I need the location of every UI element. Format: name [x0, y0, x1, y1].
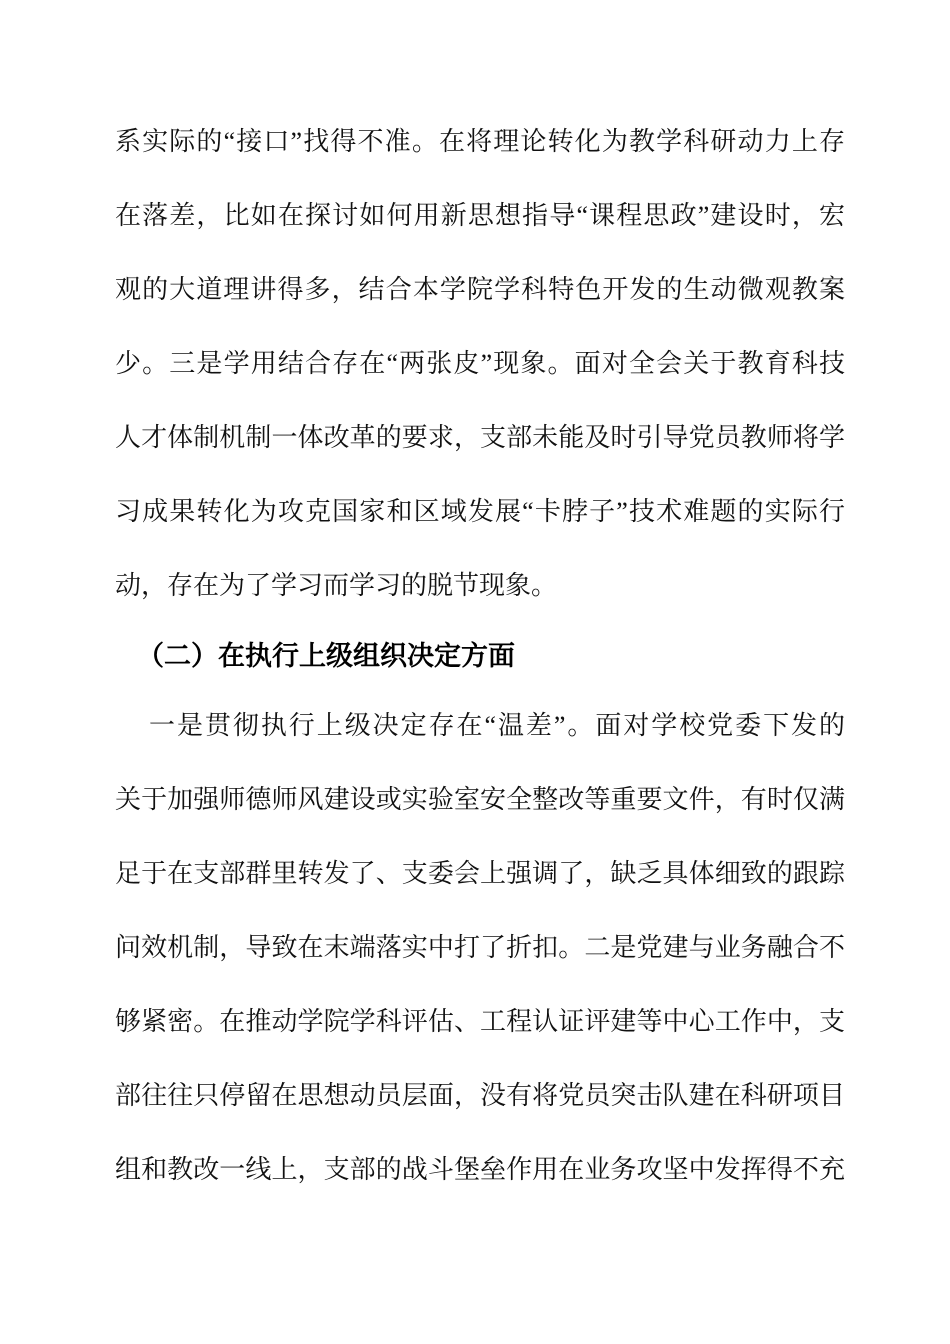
- text-line: 观的大道理讲得多，结合本学院学科特色开发的生动微观教案: [115, 275, 845, 304]
- text-line: 人才体制机制一体改革的要求，支部未能及时引导党员教师将学: [115, 423, 845, 452]
- text-line: 在落差，比如在探讨如何用新思想指导“课程思政”建设时，宏: [115, 201, 845, 230]
- text-line: 习成果转化为攻克国家和区域发展“卡脖子”技术难题的实际行: [115, 497, 845, 526]
- text-line: 够紧密。在推动学院学科评估、工程认证评建等中心工作中，支: [115, 1007, 845, 1036]
- section-heading: （二）在执行上级组织决定方面: [137, 641, 515, 671]
- text-line: 关于加强师德师风建设或实验室安全整改等重要文件，有时仅满: [115, 785, 845, 814]
- document-text-block: [115, 105, 845, 1207]
- text-line: 足于在支部群里转发了、支委会上强调了，缺乏具体细致的跟踪: [115, 859, 845, 888]
- paragraph-1: [115, 105, 845, 623]
- text-line: 组和教改一线上，支部的战斗堡垒作用在业务攻坚中发挥得不充: [115, 1155, 845, 1184]
- text-line: 问效机制，导致在末端落实中打了折扣。二是党建与业务融合不: [115, 933, 845, 962]
- text-line: 系实际的“接口”找得不准。在将理论转化为教学科研动力上存: [115, 127, 845, 156]
- text-line: 一是贯彻执行上级决定存在“温差”。面对学校党委下发的: [149, 711, 845, 740]
- paragraph-2: [115, 689, 845, 1207]
- text-line: 部往往只停留在思想动员层面，没有将党员突击队建在科研项目: [115, 1081, 845, 1110]
- text-line: 少。三是学用结合存在“两张皮”现象。面对全会关于教育科技: [115, 349, 845, 378]
- text-line: 动，存在为了学习而学习的脱节现象。: [115, 571, 558, 600]
